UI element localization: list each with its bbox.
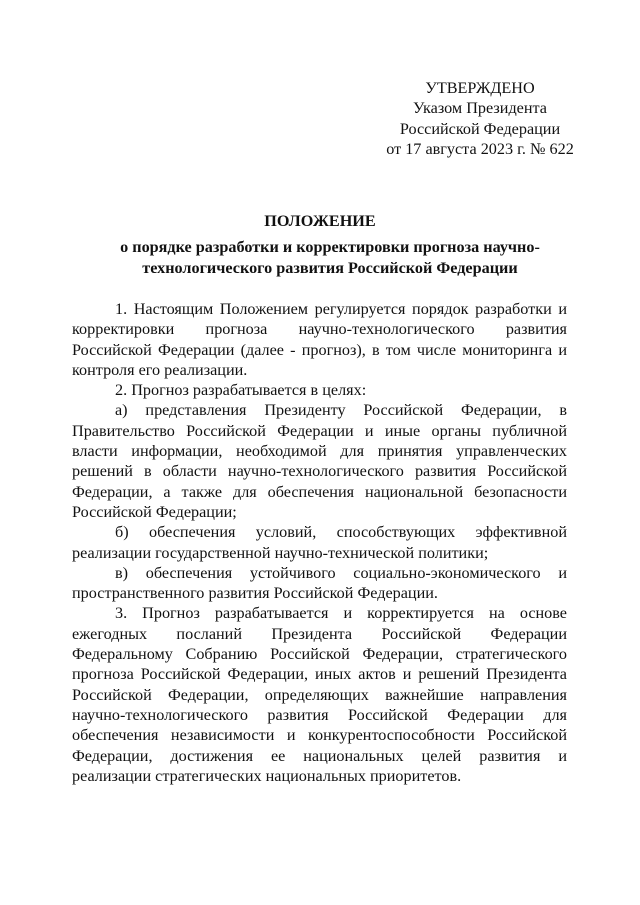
document-title: ПОЛОЖЕНИЕ bbox=[264, 212, 376, 230]
paragraph bbox=[72, 299, 567, 380]
paragraph-line: прогноза Российской Федерации, иных актов и решений Президента bbox=[72, 665, 567, 684]
subtitle-line: о порядке разработки и корректировки прогноза научно- bbox=[120, 238, 540, 256]
paragraph-line: 1. Настоящим Положением регулируется порядок разработки и bbox=[115, 300, 567, 318]
paragraph-line: Федеральному Собранию Российской Федерации, стратегического bbox=[72, 645, 567, 664]
paragraph-line: реализации государственной научно-технической политики; bbox=[72, 543, 489, 562]
paragraph-line: решений в области научно-технологического развития Российской bbox=[72, 462, 567, 481]
paragraph bbox=[72, 603, 567, 786]
approval-country: Российской Федерации bbox=[399, 119, 561, 138]
subtitle-line: технологического развития Российской Федерации bbox=[142, 258, 518, 277]
approval-decree: Указом Президента bbox=[413, 99, 547, 118]
paragraph-line: Российской Федерации, определяющих важнейшие направления bbox=[72, 685, 567, 704]
paragraph-line: реализации стратегических национальных приоритетов. bbox=[72, 766, 462, 785]
paragraph-line: 2. Прогноз разрабатывается в целях: bbox=[115, 381, 367, 400]
paragraph-line: обеспечения независимости и конкурентоспособности Российской bbox=[72, 726, 567, 745]
paragraph bbox=[72, 522, 567, 563]
paragraph-line: Российской Федерации; bbox=[72, 502, 237, 521]
approval-stamp bbox=[370, 78, 590, 159]
paragraph-line: Федерации, а также для обеспечения национальной безопасности bbox=[72, 482, 567, 501]
paragraph-line: ежегодных посланий Президента Российской Федерации bbox=[72, 624, 567, 643]
paragraph-line: Правительство Российской Федерации и иные органы публичной bbox=[72, 421, 567, 440]
paragraph-line: а) представления Президенту Российской Федерации, в bbox=[115, 401, 567, 420]
paragraph-line: контроля его реализации. bbox=[72, 360, 248, 379]
approval-heading: УТВЕРЖДЕНО bbox=[425, 79, 535, 97]
paragraph bbox=[72, 563, 567, 604]
approval-date-number: от 17 августа 2023 г. № 622 bbox=[386, 139, 574, 158]
paragraph-line: пространственного развития Российской Федерации. bbox=[72, 584, 438, 603]
paragraph-line: Федерации, достижения ее национальных целей развития и bbox=[72, 746, 567, 765]
paragraph-line: 3. Прогноз разрабатывается и корректируется на основе bbox=[115, 604, 567, 623]
paragraph-line: в) обеспечения устойчивого социально-экономического и bbox=[115, 563, 567, 582]
paragraph-line: корректировки прогноза научно-технологического развития bbox=[72, 320, 567, 339]
paragraph-line: б) обеспечения условий, способствующих эффективной bbox=[115, 523, 567, 542]
paragraph bbox=[72, 400, 567, 522]
document-body bbox=[72, 299, 567, 786]
paragraph-line: власти информации, необходимой для принятия управленческих bbox=[72, 442, 567, 461]
paragraph bbox=[72, 380, 567, 400]
paragraph-line: Российской Федерации (далее - прогноз), в том числе мониторинга и bbox=[72, 340, 567, 359]
paragraph-line: научно-технологического развития Российской Федерации для bbox=[72, 705, 567, 724]
document-subtitle bbox=[100, 237, 560, 278]
